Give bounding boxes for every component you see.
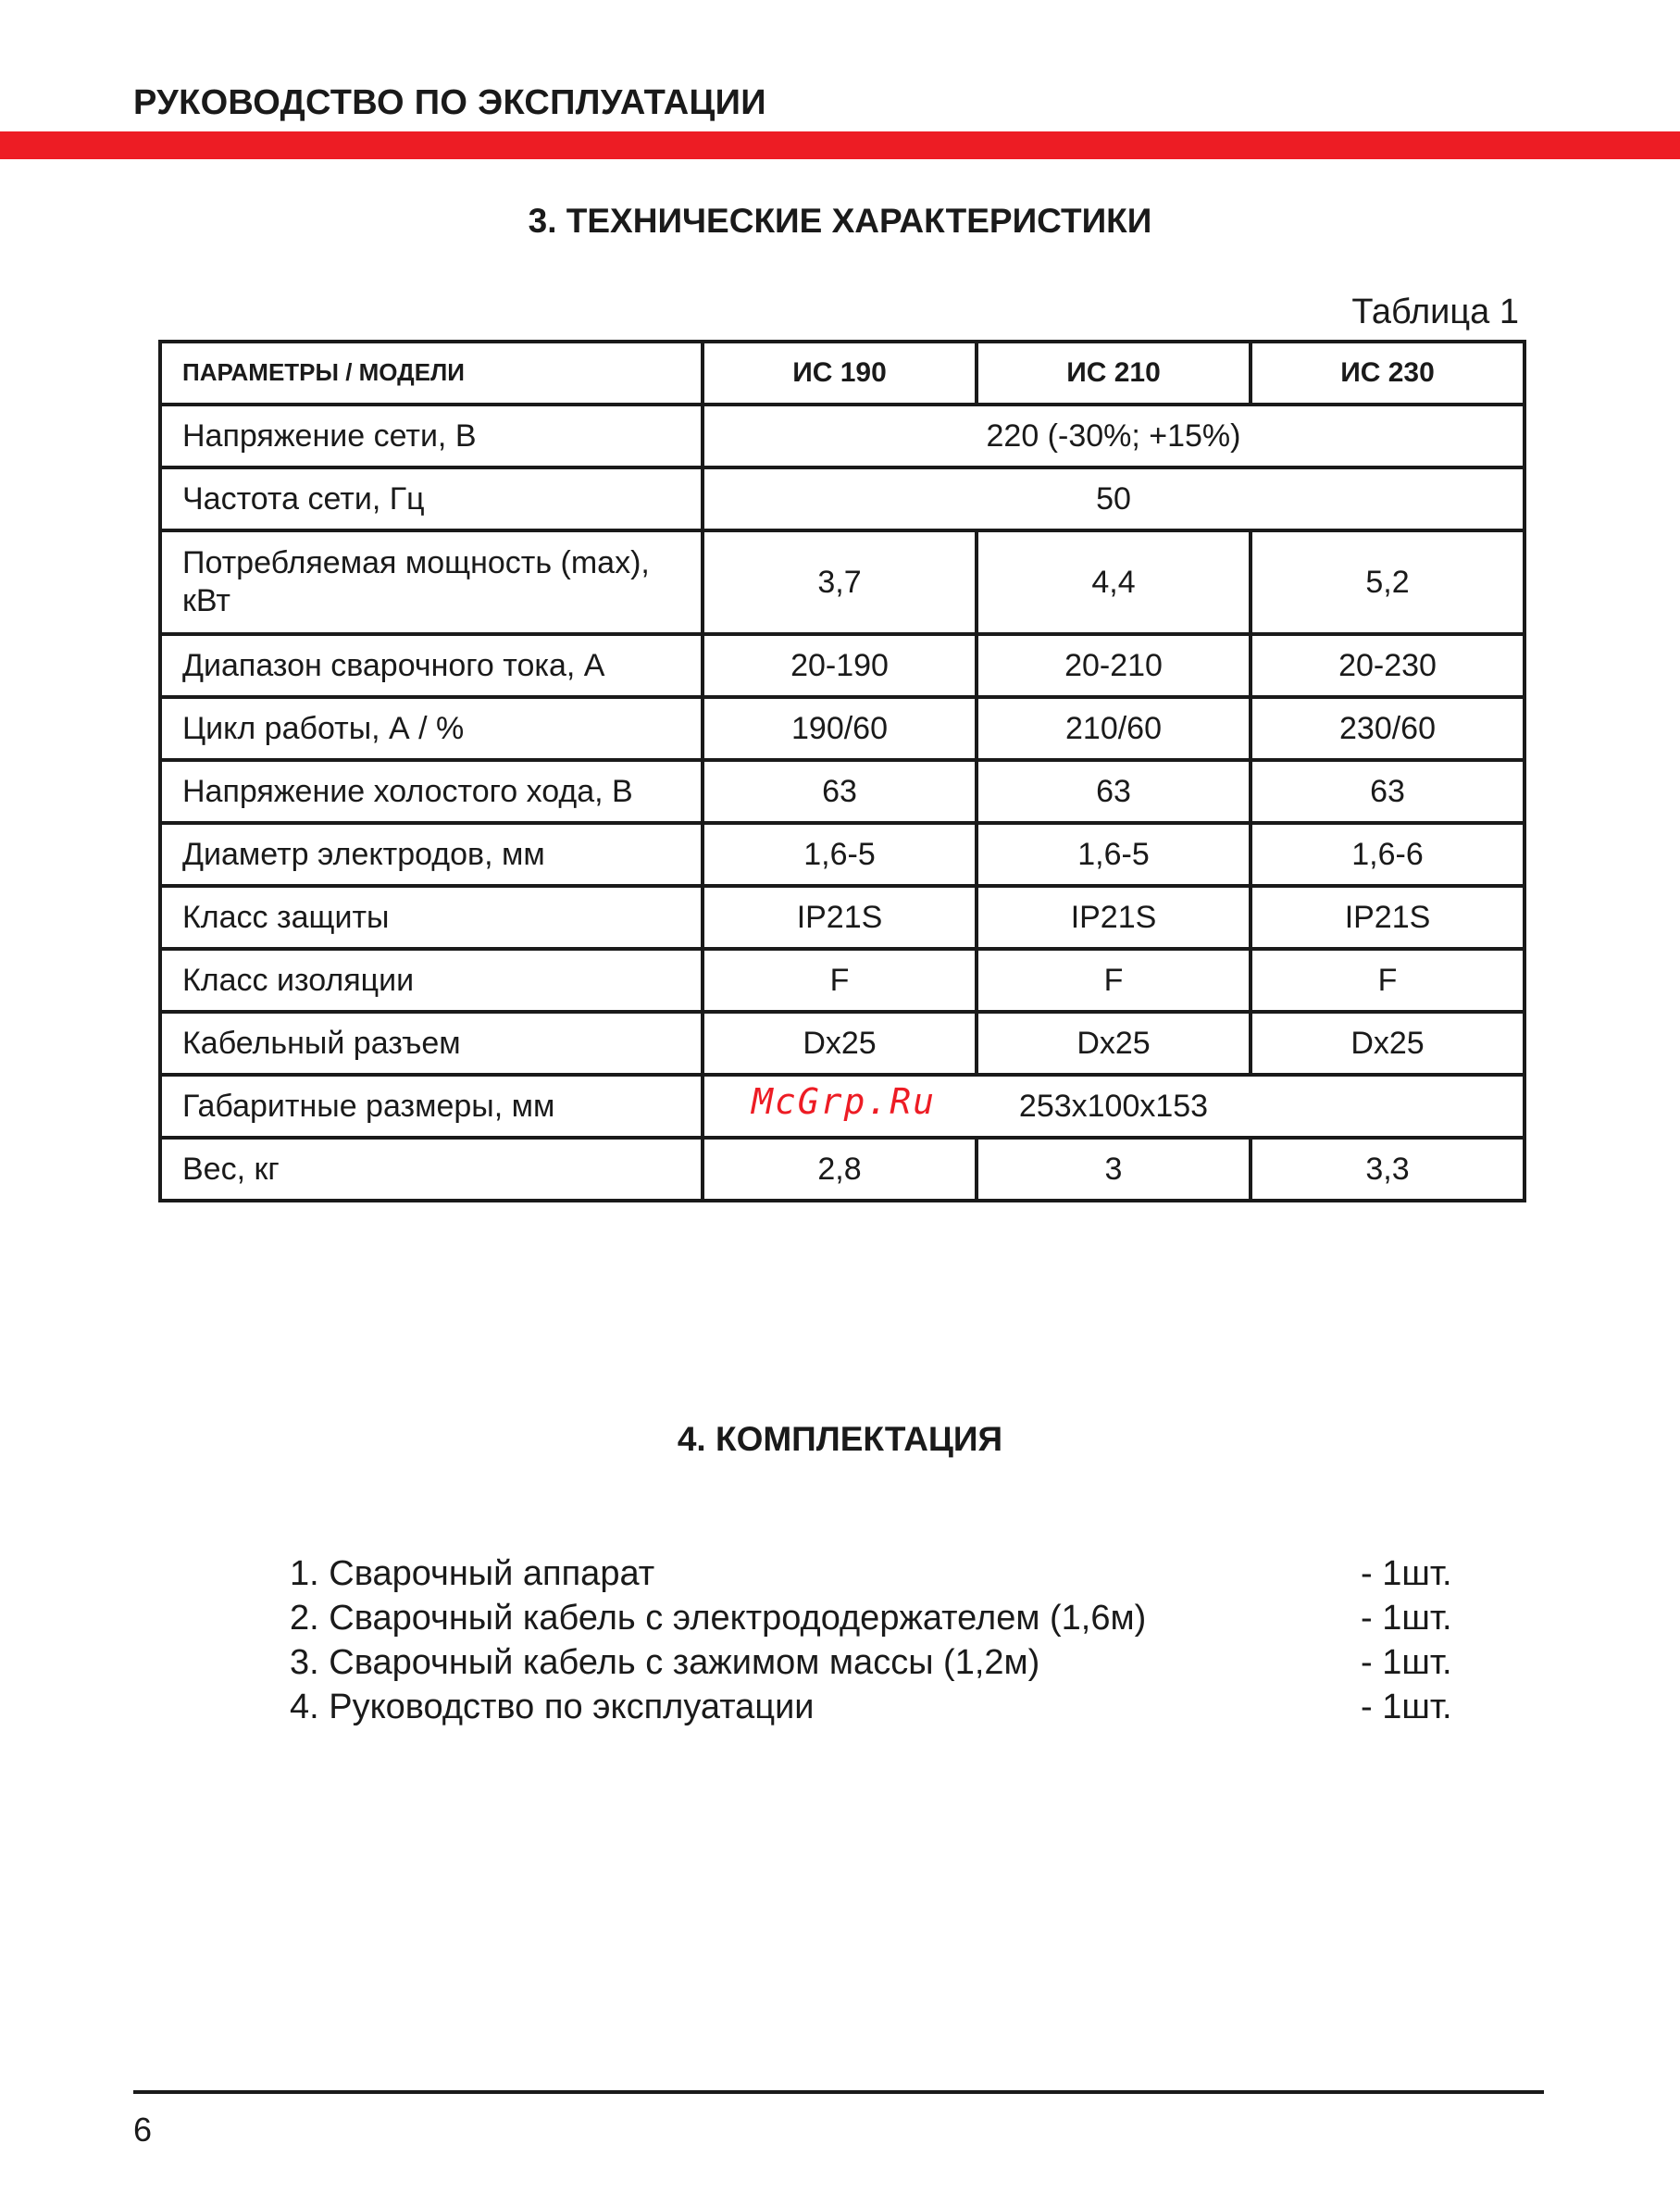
table-row	[160, 467, 1524, 530]
footer-divider	[133, 2090, 1544, 2094]
row-value: F	[703, 949, 977, 1012]
column-header-model: ИС 210	[977, 342, 1251, 405]
row-param-label: Цикл работы, А / %	[160, 697, 703, 760]
row-value: 3	[977, 1138, 1251, 1201]
row-value: 1,6-6	[1251, 823, 1524, 886]
kit-item-qty: - 1шт.	[1361, 1599, 1452, 1638]
column-header-params: ПАРАМЕТРЫ / МОДЕЛИ	[160, 342, 703, 405]
row-param-label: Кабельный разъем	[160, 1012, 703, 1075]
list-item	[290, 1640, 1465, 1685]
row-value: Dx25	[977, 1012, 1251, 1075]
row-value: 3,7	[703, 530, 977, 634]
kit-item-qty: - 1шт.	[1361, 1554, 1452, 1593]
row-param-label: Класс изоляции	[160, 949, 703, 1012]
row-param-label: Напряжение сети, В	[160, 405, 703, 467]
row-value: 210/60	[977, 697, 1251, 760]
row-value: IP21S	[1251, 886, 1524, 949]
kit-item-qty: - 1шт.	[1361, 1688, 1452, 1726]
kit-item-text: 1. Сварочный аппарат	[290, 1554, 655, 1593]
row-value: Dx25	[703, 1012, 977, 1075]
watermark-text: McGrp.Ru	[752, 1081, 937, 1122]
row-value: IP21S	[977, 886, 1251, 949]
column-header-model: ИС 230	[1251, 342, 1524, 405]
kit-item-text: 3. Сварочный кабель с зажимом массы (1,2м)	[290, 1643, 1040, 1682]
table-row	[160, 697, 1524, 760]
row-value: 3,3	[1251, 1138, 1524, 1201]
table-header-row	[160, 342, 1524, 405]
table-row	[160, 949, 1524, 1012]
table-row	[160, 886, 1524, 949]
row-value: Dx25	[1251, 1012, 1524, 1075]
row-value: 190/60	[703, 697, 977, 760]
row-value-merged: 220 (-30%; +15%)	[703, 405, 1524, 467]
table-row	[160, 634, 1524, 697]
row-value: IP21S	[703, 886, 977, 949]
table-row	[160, 823, 1524, 886]
row-value: 5,2	[1251, 530, 1524, 634]
row-value: 20-190	[703, 634, 977, 697]
row-param-label: Вес, кг	[160, 1138, 703, 1201]
row-value: 63	[977, 760, 1251, 823]
row-value: 2,8	[703, 1138, 977, 1201]
table-row	[160, 1138, 1524, 1201]
row-value: 63	[703, 760, 977, 823]
list-item	[290, 1596, 1465, 1640]
row-value-merged: 50	[703, 467, 1524, 530]
row-value-merged: 253x100x153	[703, 1075, 1524, 1138]
table-row	[160, 530, 1524, 634]
list-item	[290, 1551, 1465, 1596]
row-param-label: Класс защиты	[160, 886, 703, 949]
table-row	[160, 1012, 1524, 1075]
section-3-title: 3. ТЕХНИЧЕСКИЕ ХАРАКТЕРИСТИКИ	[528, 202, 1152, 240]
row-value: 20-210	[977, 634, 1251, 697]
row-value: 63	[1251, 760, 1524, 823]
row-value: F	[977, 949, 1251, 1012]
kit-list	[290, 1551, 1465, 1729]
kit-item-text: 2. Сварочный кабель с электрододержателем (1,6м)	[290, 1599, 1147, 1638]
kit-item-qty: - 1шт.	[1361, 1643, 1452, 1682]
row-value: 20-230	[1251, 634, 1524, 697]
specs-table	[158, 340, 1526, 1202]
header-red-bar	[0, 131, 1680, 159]
table-caption: Таблица 1	[1351, 293, 1519, 331]
row-param-label: Диапазон сварочного тока, А	[160, 634, 703, 697]
table-row	[160, 760, 1524, 823]
row-param-label: Частота сети, Гц	[160, 467, 703, 530]
row-param-label: Габаритные размеры, мм	[160, 1075, 703, 1138]
column-header-model: ИС 190	[703, 342, 977, 405]
list-item	[290, 1685, 1465, 1729]
kit-item-text: 4. Руководство по эксплуатации	[290, 1688, 815, 1726]
section-4-title: 4. КОМПЛЕКТАЦИЯ	[677, 1420, 1003, 1458]
table-row	[160, 405, 1524, 467]
page-number: 6	[133, 2111, 153, 2149]
row-param-label: Потребляемая мощность (max), кВт	[160, 530, 703, 634]
page-header-title: РУКОВОДСТВО ПО ЭКСПЛУАТАЦИИ	[133, 83, 766, 122]
row-value: 1,6-5	[977, 823, 1251, 886]
row-param-label: Диаметр электродов, мм	[160, 823, 703, 886]
row-param-label: Напряжение холостого хода, В	[160, 760, 703, 823]
row-value: 230/60	[1251, 697, 1524, 760]
row-value: F	[1251, 949, 1524, 1012]
row-value: 1,6-5	[703, 823, 977, 886]
row-value: 4,4	[977, 530, 1251, 634]
